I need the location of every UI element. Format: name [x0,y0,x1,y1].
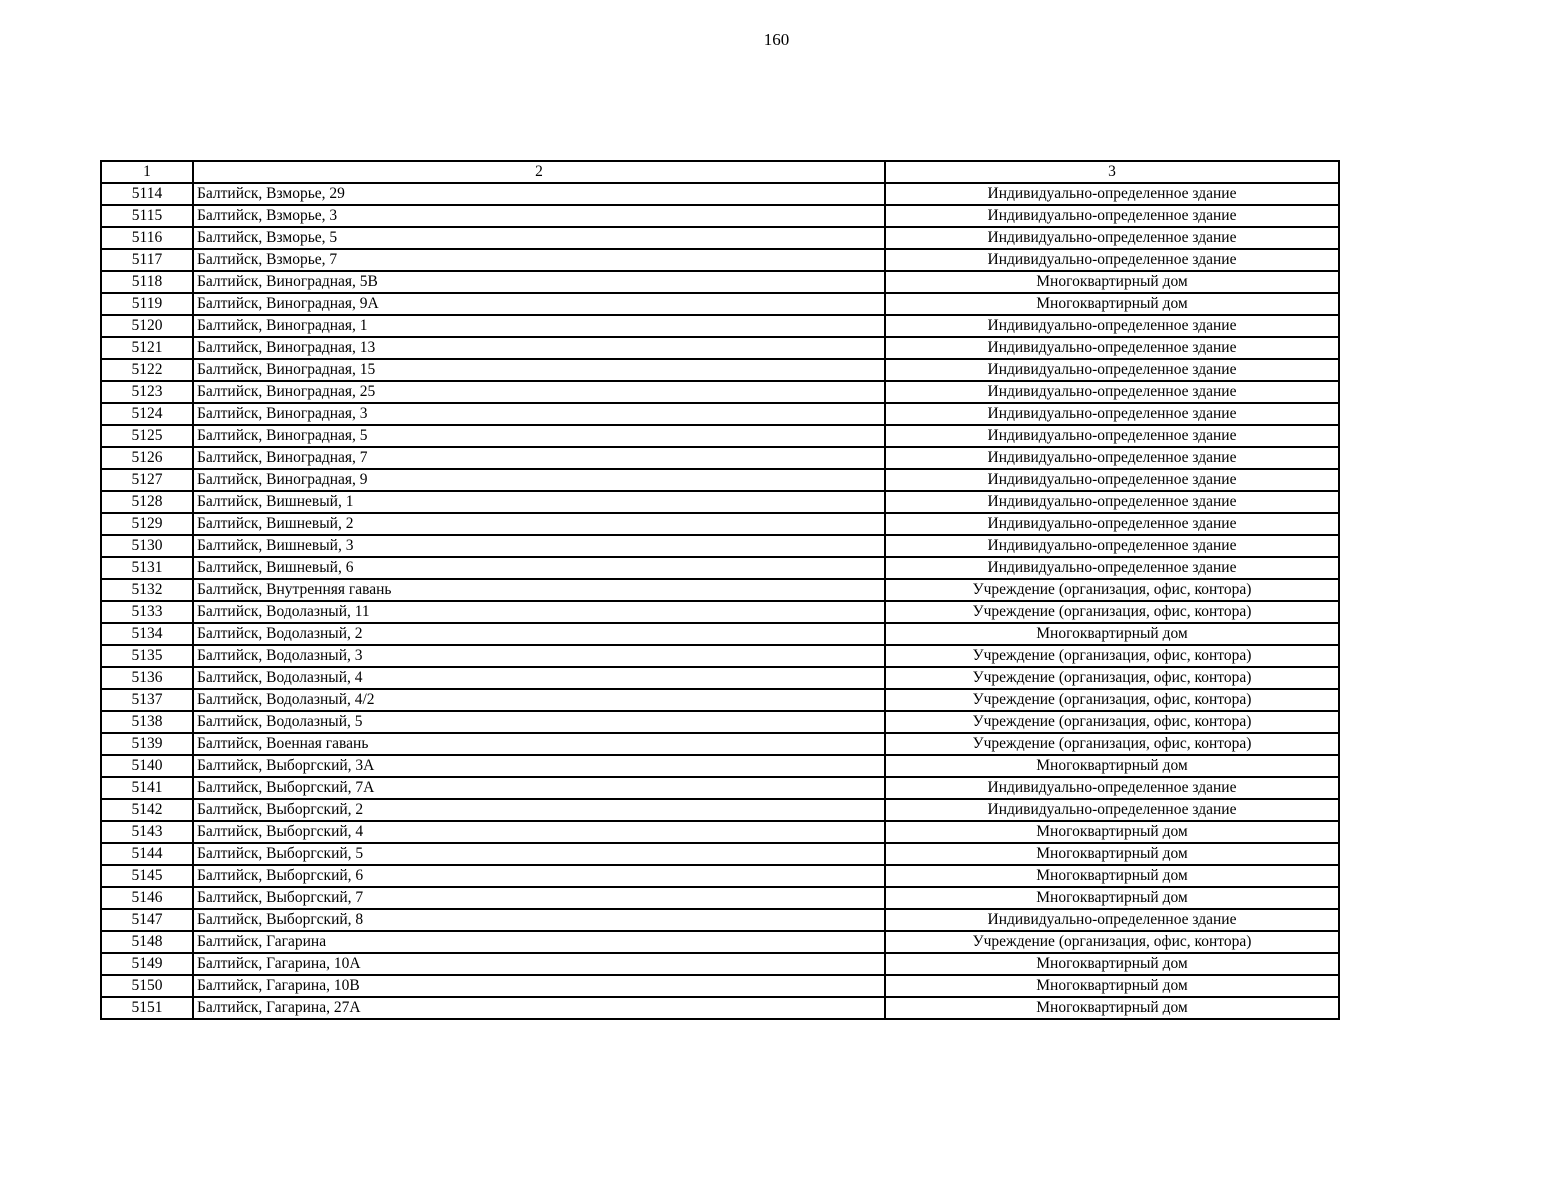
address-cell: Балтийск, Водолазный, 4 [193,667,885,689]
row-number: 5142 [101,799,193,821]
table-row [101,711,1339,733]
table-row [101,733,1339,755]
object-type-cell: Индивидуально-определенное здание [885,227,1339,249]
address-cell: Балтийск, Вишневый, 3 [193,535,885,557]
row-number: 5123 [101,381,193,403]
address-cell: Балтийск, Виноградная, 25 [193,381,885,403]
object-type-cell: Индивидуально-определенное здание [885,359,1339,381]
row-number: 5130 [101,535,193,557]
table-row [101,513,1339,535]
address-cell: Балтийск, Гагарина, 10А [193,953,885,975]
table-row [101,821,1339,843]
row-number: 5136 [101,667,193,689]
object-type-cell: Индивидуально-определенное здание [885,909,1339,931]
object-type-cell: Индивидуально-определенное здание [885,425,1339,447]
object-type-cell: Многоквартирный дом [885,887,1339,909]
address-cell: Балтийск, Гагарина, 10В [193,975,885,997]
address-cell: Балтийск, Водолазный, 11 [193,601,885,623]
table-row [101,755,1339,777]
object-type-cell: Индивидуально-определенное здание [885,557,1339,579]
address-cell: Балтийск, Виноградная, 15 [193,359,885,381]
address-cell: Балтийск, Виноградная, 5В [193,271,885,293]
table-row [101,997,1339,1019]
object-type-cell: Индивидуально-определенное здание [885,447,1339,469]
row-number: 5129 [101,513,193,535]
table-body [101,183,1339,1019]
object-type-cell: Многоквартирный дом [885,865,1339,887]
address-cell: Балтийск, Выборгский, 2 [193,799,885,821]
object-type-cell: Учреждение (организация, офис, контора) [885,733,1339,755]
row-number: 5118 [101,271,193,293]
table-row [101,579,1339,601]
object-type-cell: Индивидуально-определенное здание [885,513,1339,535]
table-row [101,227,1339,249]
row-number: 5122 [101,359,193,381]
row-number: 5121 [101,337,193,359]
row-number: 5146 [101,887,193,909]
address-cell: Балтийск, Виноградная, 1 [193,315,885,337]
row-number: 5135 [101,645,193,667]
address-cell: Балтийск, Водолазный, 2 [193,623,885,645]
object-type-cell: Индивидуально-определенное здание [885,777,1339,799]
row-number: 5119 [101,293,193,315]
address-cell: Балтийск, Выборгский, 5 [193,843,885,865]
table-row [101,425,1339,447]
address-cell: Балтийск, Выборгский, 3А [193,755,885,777]
object-type-cell: Учреждение (организация, офис, контора) [885,579,1339,601]
row-number: 5149 [101,953,193,975]
object-type-cell: Многоквартирный дом [885,953,1339,975]
table-row [101,359,1339,381]
address-cell: Балтийск, Водолазный, 3 [193,645,885,667]
table-row [101,799,1339,821]
object-type-cell: Индивидуально-определенное здание [885,491,1339,513]
row-number: 5133 [101,601,193,623]
table-row [101,667,1339,689]
object-type-cell: Индивидуально-определенное здание [885,469,1339,491]
address-cell: Балтийск, Вишневый, 6 [193,557,885,579]
object-type-cell: Учреждение (организация, офис, контора) [885,711,1339,733]
row-number: 5151 [101,997,193,1019]
row-number: 5132 [101,579,193,601]
row-number: 5147 [101,909,193,931]
address-cell: Балтийск, Выборгский, 6 [193,865,885,887]
object-type-cell: Многоквартирный дом [885,821,1339,843]
row-number: 5134 [101,623,193,645]
table-row [101,865,1339,887]
table-row [101,491,1339,513]
row-number: 5131 [101,557,193,579]
address-cell: Балтийск, Виноградная, 9 [193,469,885,491]
object-type-cell: Индивидуально-определенное здание [885,381,1339,403]
row-number: 5116 [101,227,193,249]
object-type-cell: Многоквартирный дом [885,975,1339,997]
row-number: 5128 [101,491,193,513]
address-cell: Балтийск, Взморье, 5 [193,227,885,249]
table-row [101,337,1339,359]
object-type-cell: Индивидуально-определенное здание [885,799,1339,821]
table-row [101,469,1339,491]
address-cell: Балтийск, Выборгский, 7 [193,887,885,909]
row-number: 5115 [101,205,193,227]
object-type-cell: Индивидуально-определенное здание [885,205,1339,227]
address-cell: Балтийск, Взморье, 3 [193,205,885,227]
table-row [101,403,1339,425]
object-type-cell: Индивидуально-определенное здание [885,337,1339,359]
address-cell: Балтийск, Вишневый, 1 [193,491,885,513]
row-number: 5127 [101,469,193,491]
object-type-cell: Учреждение (организация, офис, контора) [885,931,1339,953]
table-row [101,931,1339,953]
address-cell: Балтийск, Выборгский, 4 [193,821,885,843]
address-cell: Балтийск, Вишневый, 2 [193,513,885,535]
table-row [101,249,1339,271]
column-header-2: 2 [193,161,885,183]
object-type-cell: Учреждение (организация, офис, контора) [885,601,1339,623]
table-row [101,645,1339,667]
table-row [101,447,1339,469]
table-row [101,271,1339,293]
row-number: 5138 [101,711,193,733]
row-number: 5141 [101,777,193,799]
table-row [101,205,1339,227]
address-cell: Балтийск, Выборгский, 8 [193,909,885,931]
address-cell: Балтийск, Внутренняя гавань [193,579,885,601]
address-cell: Балтийск, Взморье, 7 [193,249,885,271]
row-number: 5148 [101,931,193,953]
row-number: 5114 [101,183,193,205]
object-type-cell: Учреждение (организация, офис, контора) [885,667,1339,689]
registry-table [100,160,1340,1020]
row-number: 5139 [101,733,193,755]
object-type-cell: Учреждение (организация, офис, контора) [885,689,1339,711]
object-type-cell: Многоквартирный дом [885,843,1339,865]
address-cell: Балтийск, Виноградная, 5 [193,425,885,447]
address-cell: Балтийск, Виноградная, 3 [193,403,885,425]
row-number: 5137 [101,689,193,711]
table-row [101,777,1339,799]
table-row [101,535,1339,557]
object-type-cell: Индивидуально-определенное здание [885,249,1339,271]
column-header-1: 1 [101,161,193,183]
object-type-cell: Многоквартирный дом [885,271,1339,293]
object-type-cell: Многоквартирный дом [885,623,1339,645]
address-cell: Балтийск, Виноградная, 7 [193,447,885,469]
row-number: 5117 [101,249,193,271]
table-row [101,183,1339,205]
row-number: 5145 [101,865,193,887]
table-row [101,909,1339,931]
object-type-cell: Учреждение (организация, офис, контора) [885,645,1339,667]
object-type-cell: Многоквартирный дом [885,293,1339,315]
row-number: 5140 [101,755,193,777]
row-number: 5126 [101,447,193,469]
object-type-cell: Индивидуально-определенное здание [885,315,1339,337]
address-cell: Балтийск, Виноградная, 13 [193,337,885,359]
object-type-cell: Многоквартирный дом [885,755,1339,777]
page-number: 160 [763,30,790,49]
table-row [101,975,1339,997]
address-cell: Балтийск, Взморье, 29 [193,183,885,205]
object-type-cell: Многоквартирный дом [885,997,1339,1019]
address-cell: Балтийск, Военная гавань [193,733,885,755]
table-row [101,623,1339,645]
column-header-3: 3 [885,161,1339,183]
address-cell: Балтийск, Гагарина [193,931,885,953]
row-number: 5120 [101,315,193,337]
object-type-cell: Индивидуально-определенное здание [885,403,1339,425]
table-row [101,689,1339,711]
table-row [101,557,1339,579]
row-number: 5124 [101,403,193,425]
object-type-cell: Индивидуально-определенное здание [885,535,1339,557]
object-type-cell: Индивидуально-определенное здание [885,183,1339,205]
table-row [101,887,1339,909]
table-header-row [101,161,1339,183]
table-row [101,843,1339,865]
row-number: 5125 [101,425,193,447]
table-row [101,381,1339,403]
table-row [101,953,1339,975]
row-number: 5144 [101,843,193,865]
table-row [101,293,1339,315]
address-cell: Балтийск, Водолазный, 4/2 [193,689,885,711]
row-number: 5150 [101,975,193,997]
address-cell: Балтийск, Виноградная, 9А [193,293,885,315]
address-cell: Балтийск, Водолазный, 5 [193,711,885,733]
table-row [101,601,1339,623]
table-row [101,315,1339,337]
address-cell: Балтийск, Гагарина, 27А [193,997,885,1019]
row-number: 5143 [101,821,193,843]
address-cell: Балтийск, Выборгский, 7А [193,777,885,799]
